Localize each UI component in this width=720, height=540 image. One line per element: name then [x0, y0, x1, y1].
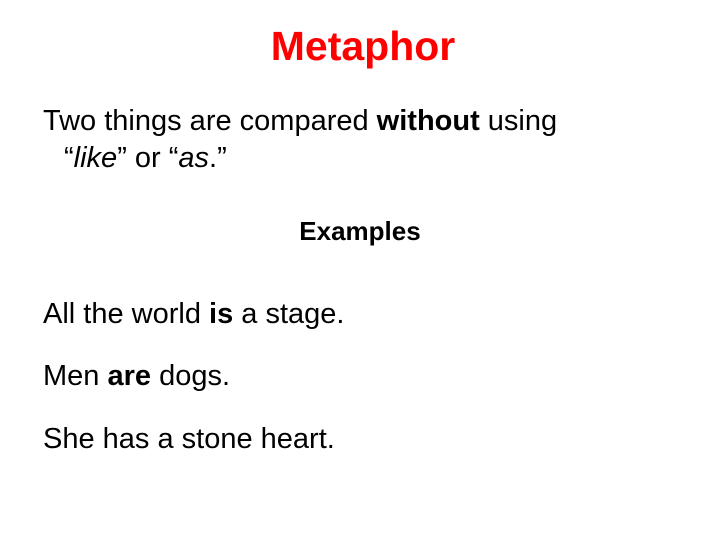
definition-part1: Two things are compared [43, 105, 377, 137]
example-item [43, 296, 344, 333]
example-item [43, 421, 335, 458]
examples-heading: Examples [299, 216, 421, 246]
example-item [43, 358, 230, 395]
example-verb: are [107, 360, 152, 392]
example-text: She has a stone heart. [43, 423, 335, 455]
definition-close: .” [209, 142, 227, 174]
slide-title: Metaphor [270, 23, 456, 69]
definition-line2 [43, 140, 683, 177]
definition-part2: using [479, 105, 558, 137]
definition-word-like: like [73, 142, 118, 174]
example-text-end: dogs. [151, 360, 231, 392]
definition-text [43, 103, 683, 177]
definition-emphasis: without [376, 105, 480, 137]
example-text: Men [43, 360, 108, 392]
example-verb: is [209, 298, 234, 330]
definition-open-quote: “ [64, 142, 74, 174]
definition-word-as: as [178, 142, 210, 174]
example-text-end: a stage. [233, 298, 345, 330]
definition-mid: ” or “ [117, 142, 179, 174]
example-text: All the world [43, 298, 210, 330]
